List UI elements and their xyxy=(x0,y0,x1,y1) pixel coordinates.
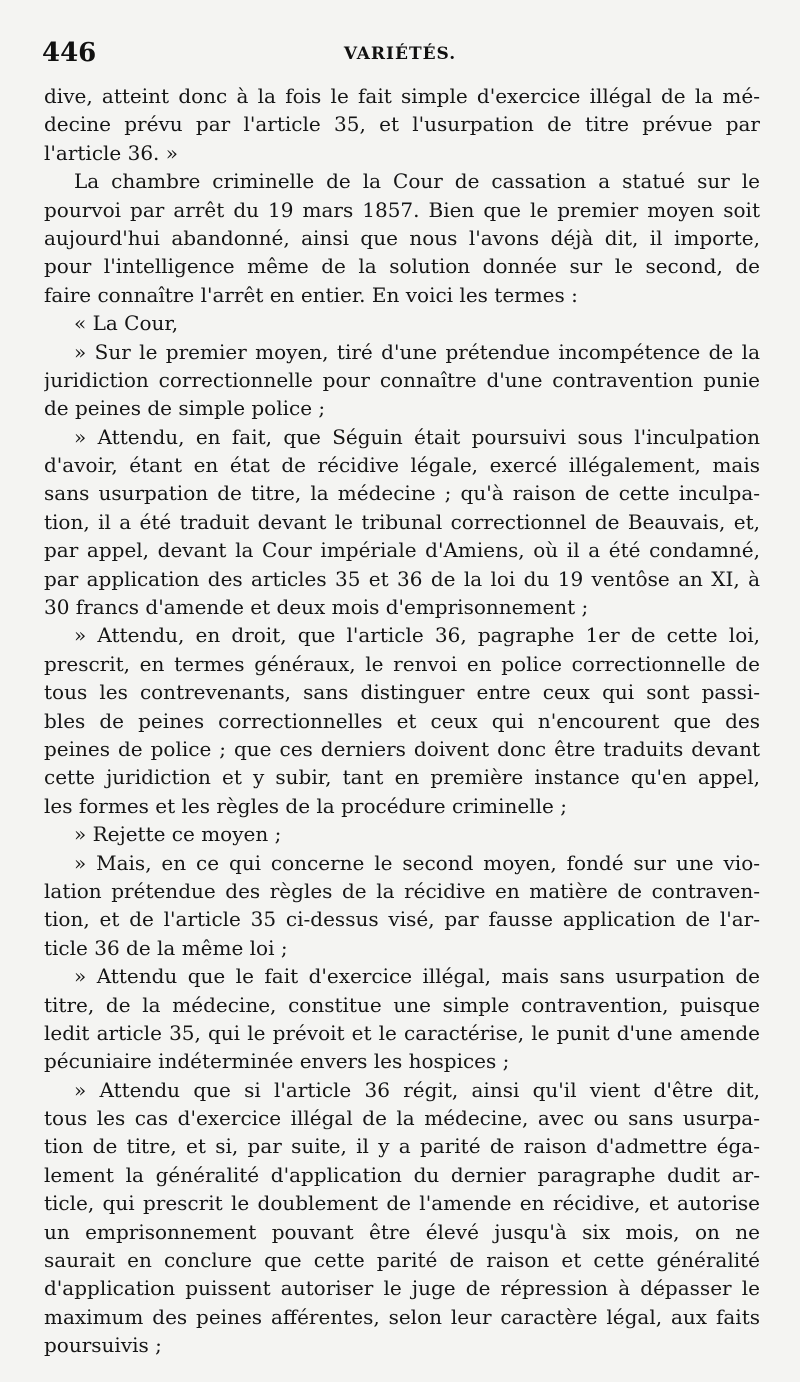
text-line: ledit article 35, qui le prévoit et le caractérise, le punit d'une amende xyxy=(44,1020,760,1045)
text-line: pour l'intelligence même de la solution donnée sur le second, de xyxy=(44,254,760,279)
text-line: » Attendu que si l'article 36 régit, ainsi qu'il vient d'être dit, xyxy=(74,1077,760,1102)
text-line: par appel, devant la Cour impériale d'Amiens, où il a été condamné, xyxy=(44,538,760,563)
body-text xyxy=(44,82,760,1360)
text-line: tion de titre, et si, par suite, il y a parité de raison d'admettre éga- xyxy=(44,1134,760,1159)
running-head: VARIÉTÉS. xyxy=(343,44,457,64)
text-line: un emprisonnement pouvant être élevé jusqu'à six mois, on ne xyxy=(44,1219,760,1244)
text-line: lement la généralité d'application du dernier paragraphe dudit ar- xyxy=(44,1162,760,1187)
text-line: titre, de la médecine, constitue une simple contravention, puisque xyxy=(44,992,760,1017)
text-line: faire connaître l'arrêt en entier. En voici les termes : xyxy=(44,282,578,307)
text-line: maximum des peines afférentes, selon leur caractère légal, aux faits xyxy=(44,1304,760,1329)
text-line: 30 francs d'amende et deux mois d'emprisonnement ; xyxy=(44,595,589,620)
text-line: d'avoir, étant en état de récidive légale, exercé illégalement, mais xyxy=(44,453,760,478)
text-line: cette juridiction et y subir, tant en première instance qu'en appel, xyxy=(44,765,760,790)
text-line: » Attendu, en fait, que Séguin était poursuivi sous l'inculpation xyxy=(74,424,760,449)
text-line: lation prétendue des règles de la récidive en matière de contraven- xyxy=(44,878,760,903)
text-line: par application des articles 35 et 36 de la loi du 19 ventôse an XI, à xyxy=(44,566,760,591)
text-line: bles de peines correctionnelles et ceux qui n'encourent que des xyxy=(44,708,760,733)
text-line: peines de police ; que ces derniers doivent donc être traduits devant xyxy=(44,736,760,761)
text-line: d'application puissent autoriser le juge de répression à dépasser le xyxy=(44,1276,760,1301)
text-line: de peines de simple police ; xyxy=(44,396,326,421)
text-line: dive, atteint donc à la fois le fait simple d'exercice illégal de la mé- xyxy=(44,84,760,108)
text-line: ticle, qui prescrit le doublement de l'amende en récidive, et autorise xyxy=(44,1191,760,1216)
text-line: decine prévu par l'article 35, et l'usurpation de titre prévue par xyxy=(44,112,760,137)
text-line: tion, et de l'article 35 ci-dessus visé, par fausse application de l'ar- xyxy=(44,907,760,932)
text-line: » Mais, en ce qui concerne le second moyen, fondé sur une vio- xyxy=(74,850,760,875)
text-line: tous les contrevenants, sans distinguer entre ceux qui sont passi- xyxy=(44,680,760,705)
text-line: « La Cour, xyxy=(74,311,179,336)
text-line: pourvoi par arrêt du 19 mars 1857. Bien que le premier moyen soit xyxy=(44,197,760,222)
text-line: juridiction correctionnelle pour connaître d'une contravention punie xyxy=(44,367,760,392)
text-line: tion, il a été traduit devant le tribunal correctionnel de Beauvais, et, xyxy=(44,509,760,534)
text-line: sans usurpation de titre, la médecine ; qu'à raison de cette inculpa- xyxy=(44,481,760,506)
text-line: tous les cas d'exercice illégal de la médecine, avec ou sans usurpa- xyxy=(44,1106,760,1131)
text-line: les formes et les règles de la procédure criminelle ; xyxy=(44,793,567,818)
text-line: » Sur le premier moyen, tiré d'une prétendue incompétence de la xyxy=(74,339,760,364)
text-line: saurait en conclure que cette parité de raison et cette généralité xyxy=(44,1248,760,1273)
text-line: ticle 36 de la même loi ; xyxy=(44,935,288,960)
text-line: pécuniaire indéterminée envers les hospices ; xyxy=(44,1049,510,1074)
text-line: prescrit, en termes généraux, le renvoi en police correctionnelle de xyxy=(44,651,760,676)
text-line: l'article 36. » xyxy=(44,140,179,165)
text-line: » Attendu que le fait d'exercice illégal, mais sans usurpation de xyxy=(74,964,760,989)
page-number: 446 xyxy=(42,38,97,68)
text-line: » Attendu, en droit, que l'article 36, pagraphe 1er de cette loi, xyxy=(74,623,760,648)
text-line: » Rejette ce moyen ; xyxy=(74,822,282,847)
page-header xyxy=(42,38,758,78)
text-line: La chambre criminelle de la Cour de cassation a statué sur le xyxy=(74,169,760,194)
text-line: aujourd'hui abandonné, ainsi que nous l'avons déjà dit, il importe, xyxy=(44,225,760,250)
text-line: poursuivis ; xyxy=(44,1333,162,1358)
